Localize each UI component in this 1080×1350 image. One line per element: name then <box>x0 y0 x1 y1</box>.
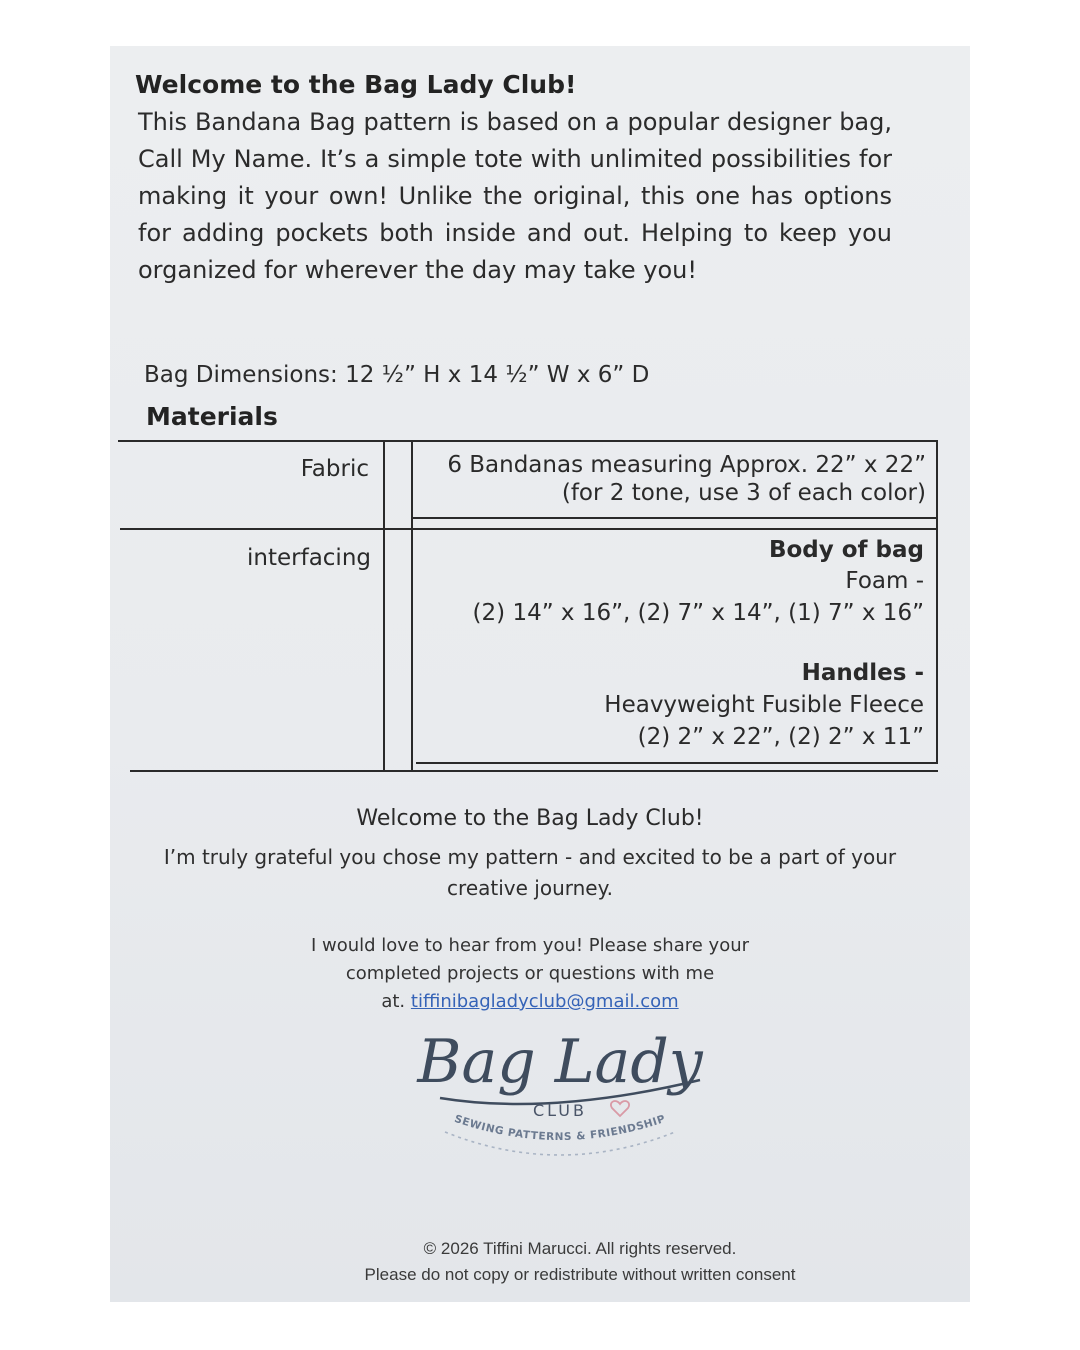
copyright-notice: Please do not copy or redistribute without written consent <box>364 1265 796 1284</box>
copyright <box>300 1236 860 1288</box>
copyright-line: © 2026 Tiffini Marucci. All rights reserved. <box>423 1239 737 1258</box>
share-line-1: I would love to hear from you! Please share your <box>310 935 750 956</box>
heart-icon <box>611 1101 629 1116</box>
logo-tagline: SEWING PATTERNS & FRIENDSHIP <box>452 1112 668 1144</box>
table-bottom-right-rule <box>416 762 938 764</box>
bag-lady-club-logo <box>400 1020 720 1180</box>
table-top-rule <box>118 440 938 442</box>
body-sizes: (2) 14” x 16”, (2) 7” x 14”, (1) 7” x 16” <box>472 600 924 626</box>
share-prefix: at. <box>381 991 406 1012</box>
handles-heading: Handles - <box>801 660 924 686</box>
table-column-rule-left <box>383 440 385 770</box>
intro-heading: Welcome to the Bag Lady Club! <box>135 70 577 99</box>
email-link[interactable]: tiffinibagladyclub@gmail.com <box>410 991 679 1012</box>
intro-paragraph: This Bandana Bag pattern is based on a popular designer bag, Call My Name. It’s a simple tote with unlimited possibilities for making it your own! Unlike the original, this one has options for adding pockets both inside and out. Helping to keep you organized for wherever the day may take you! <box>138 108 892 284</box>
share-line-2: completed projects or questions with me <box>345 963 715 984</box>
table-bottom-rule <box>130 770 938 772</box>
table-column-rule-right <box>411 440 413 770</box>
table-row-divider <box>120 528 938 530</box>
handles-material: Heavyweight Fusible Fleece <box>604 692 924 718</box>
body-material: Foam - <box>845 568 924 594</box>
fabric-line-2: (for 2 tone, use 3 of each color) <box>561 480 926 506</box>
materials-heading: Materials <box>146 402 278 431</box>
closing-grateful: I’m truly grateful you chose my pattern - and excited to be a part of your creative journey. <box>163 845 897 900</box>
table-right-rule <box>936 440 938 764</box>
bag-dimensions: Bag Dimensions: 12 ½” H x 14 ½” W x 6” D <box>144 362 650 388</box>
closing-welcome: Welcome to the Bag Lady Club! <box>356 806 704 831</box>
logo-script: Bag Lady <box>417 1027 703 1097</box>
fabric-line-1: 6 Bandanas measuring Approx. 22” x 22” <box>447 452 926 478</box>
logo-club: CLUB <box>533 1101 587 1120</box>
handles-sizes: (2) 2” x 22”, (2) 2” x 11” <box>637 724 924 750</box>
fabric-label: Fabric <box>300 456 369 482</box>
closing-share <box>280 932 780 1016</box>
table-row-divider-right <box>412 517 938 519</box>
interfacing-label: interfacing <box>247 545 371 571</box>
body-of-bag-heading: Body of bag <box>768 537 924 563</box>
